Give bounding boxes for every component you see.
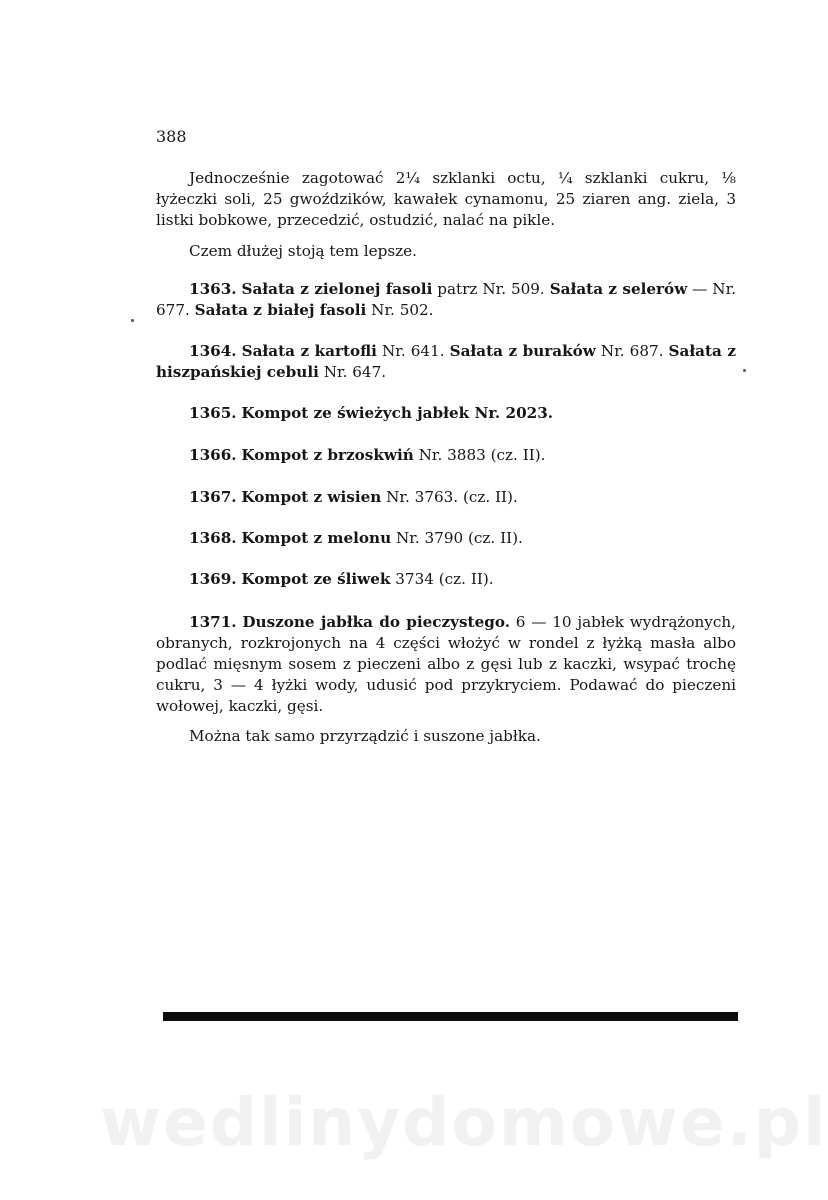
intro-section — [156, 168, 736, 262]
entry-reference: patrz Nr. 509. — [432, 280, 550, 298]
entry-number: 1364. — [189, 342, 237, 360]
entry-1369 — [189, 569, 494, 590]
entry-title: Kompot ze świeżych jabłek Nr. 2023. — [241, 404, 554, 422]
entry-number: 1369. — [189, 570, 237, 588]
scan-speck — [743, 369, 746, 372]
entry-reference: — Nr. 677. — [156, 280, 736, 319]
entry-number: 1368. — [189, 529, 237, 547]
entry-title: Sałata z hiszpańskiej cebuli — [156, 342, 737, 381]
entry-title: Sałata z kartofli — [241, 342, 377, 360]
entry-reference: Nr. 3790 (cz. II). — [391, 529, 523, 547]
entry-number: 1363. — [189, 280, 237, 298]
entry-number: 1371. — [189, 613, 237, 631]
entry-reference: Nr. 647. — [318, 363, 387, 381]
entry-reference: Nr. 502. — [366, 301, 434, 319]
entry-number: 1367. — [189, 488, 237, 506]
entry-note: Można tak samo przyrządzić i suszone jabłka. — [189, 727, 541, 745]
entry-1367 — [189, 487, 518, 508]
entry-reference: Nr. 641. — [376, 342, 450, 360]
entry-1368 — [189, 528, 523, 549]
entry-reference: Nr. 3763. (cz. II). — [381, 488, 518, 506]
entry-title: Kompot z melonu — [241, 529, 392, 547]
entry-number: 1365. — [189, 404, 237, 422]
entry-body: 6 — 10 jabłek wydrążonych, obranych, rozkrojonych na 4 części włożyć w rondel z łyżką masła albo podlać mięsnym sosem z pieczeni albo z gęsi lub z kaczki, wsypać trochę cukru, 3 — 4 łyżki wody, udusić pod przykryciem. Podawać do pieczeni wołowej, kaczki, gęsi. — [156, 613, 737, 715]
entry-1363 — [156, 279, 736, 321]
entry-1366 — [189, 445, 545, 466]
entry-title: Kompot z brzoskwiń — [241, 446, 414, 464]
entry-title: Sałata z białej fasoli — [194, 301, 367, 319]
intro-note: Czem dłużej stoją tem lepsze. — [189, 242, 417, 260]
entry-title: Duszone jabłka do pieczystego. — [242, 613, 511, 631]
page-number: 388 — [156, 127, 187, 146]
watermark: wedlinydomowe.pl — [100, 1084, 828, 1161]
entry-reference: Nr. 687. — [595, 342, 669, 360]
entry-title: Sałata z buraków — [449, 342, 596, 360]
entry-1365 — [189, 403, 553, 424]
entry-title: Kompot z wisien — [241, 488, 382, 506]
entry-reference: 3734 (cz. II). — [390, 570, 494, 588]
entry-1364 — [156, 341, 736, 383]
entry-title: Sałata z selerów — [549, 280, 688, 298]
intro-paragraph: Jednocześnie zagotować 2¼ szklanki octu, ¼ szklanki cukru, ⅛ łyżeczki soli, 25 gwoździków, kawałek cynamonu, 25 ziaren ang. ziela, 3 listki bobkowe, przecedzić, ostudzić, nalać na pikle. — [156, 169, 736, 229]
scan-speck — [131, 319, 134, 322]
entry-1371 — [156, 612, 736, 747]
entry-reference: Nr. 3883 (cz. II). — [413, 446, 546, 464]
entry-number: 1366. — [189, 446, 237, 464]
bottom-rule — [163, 1012, 738, 1021]
entry-title: Kompot ze śliwek — [241, 570, 391, 588]
entry-title: Sałata z zielonej fasoli — [241, 280, 433, 298]
